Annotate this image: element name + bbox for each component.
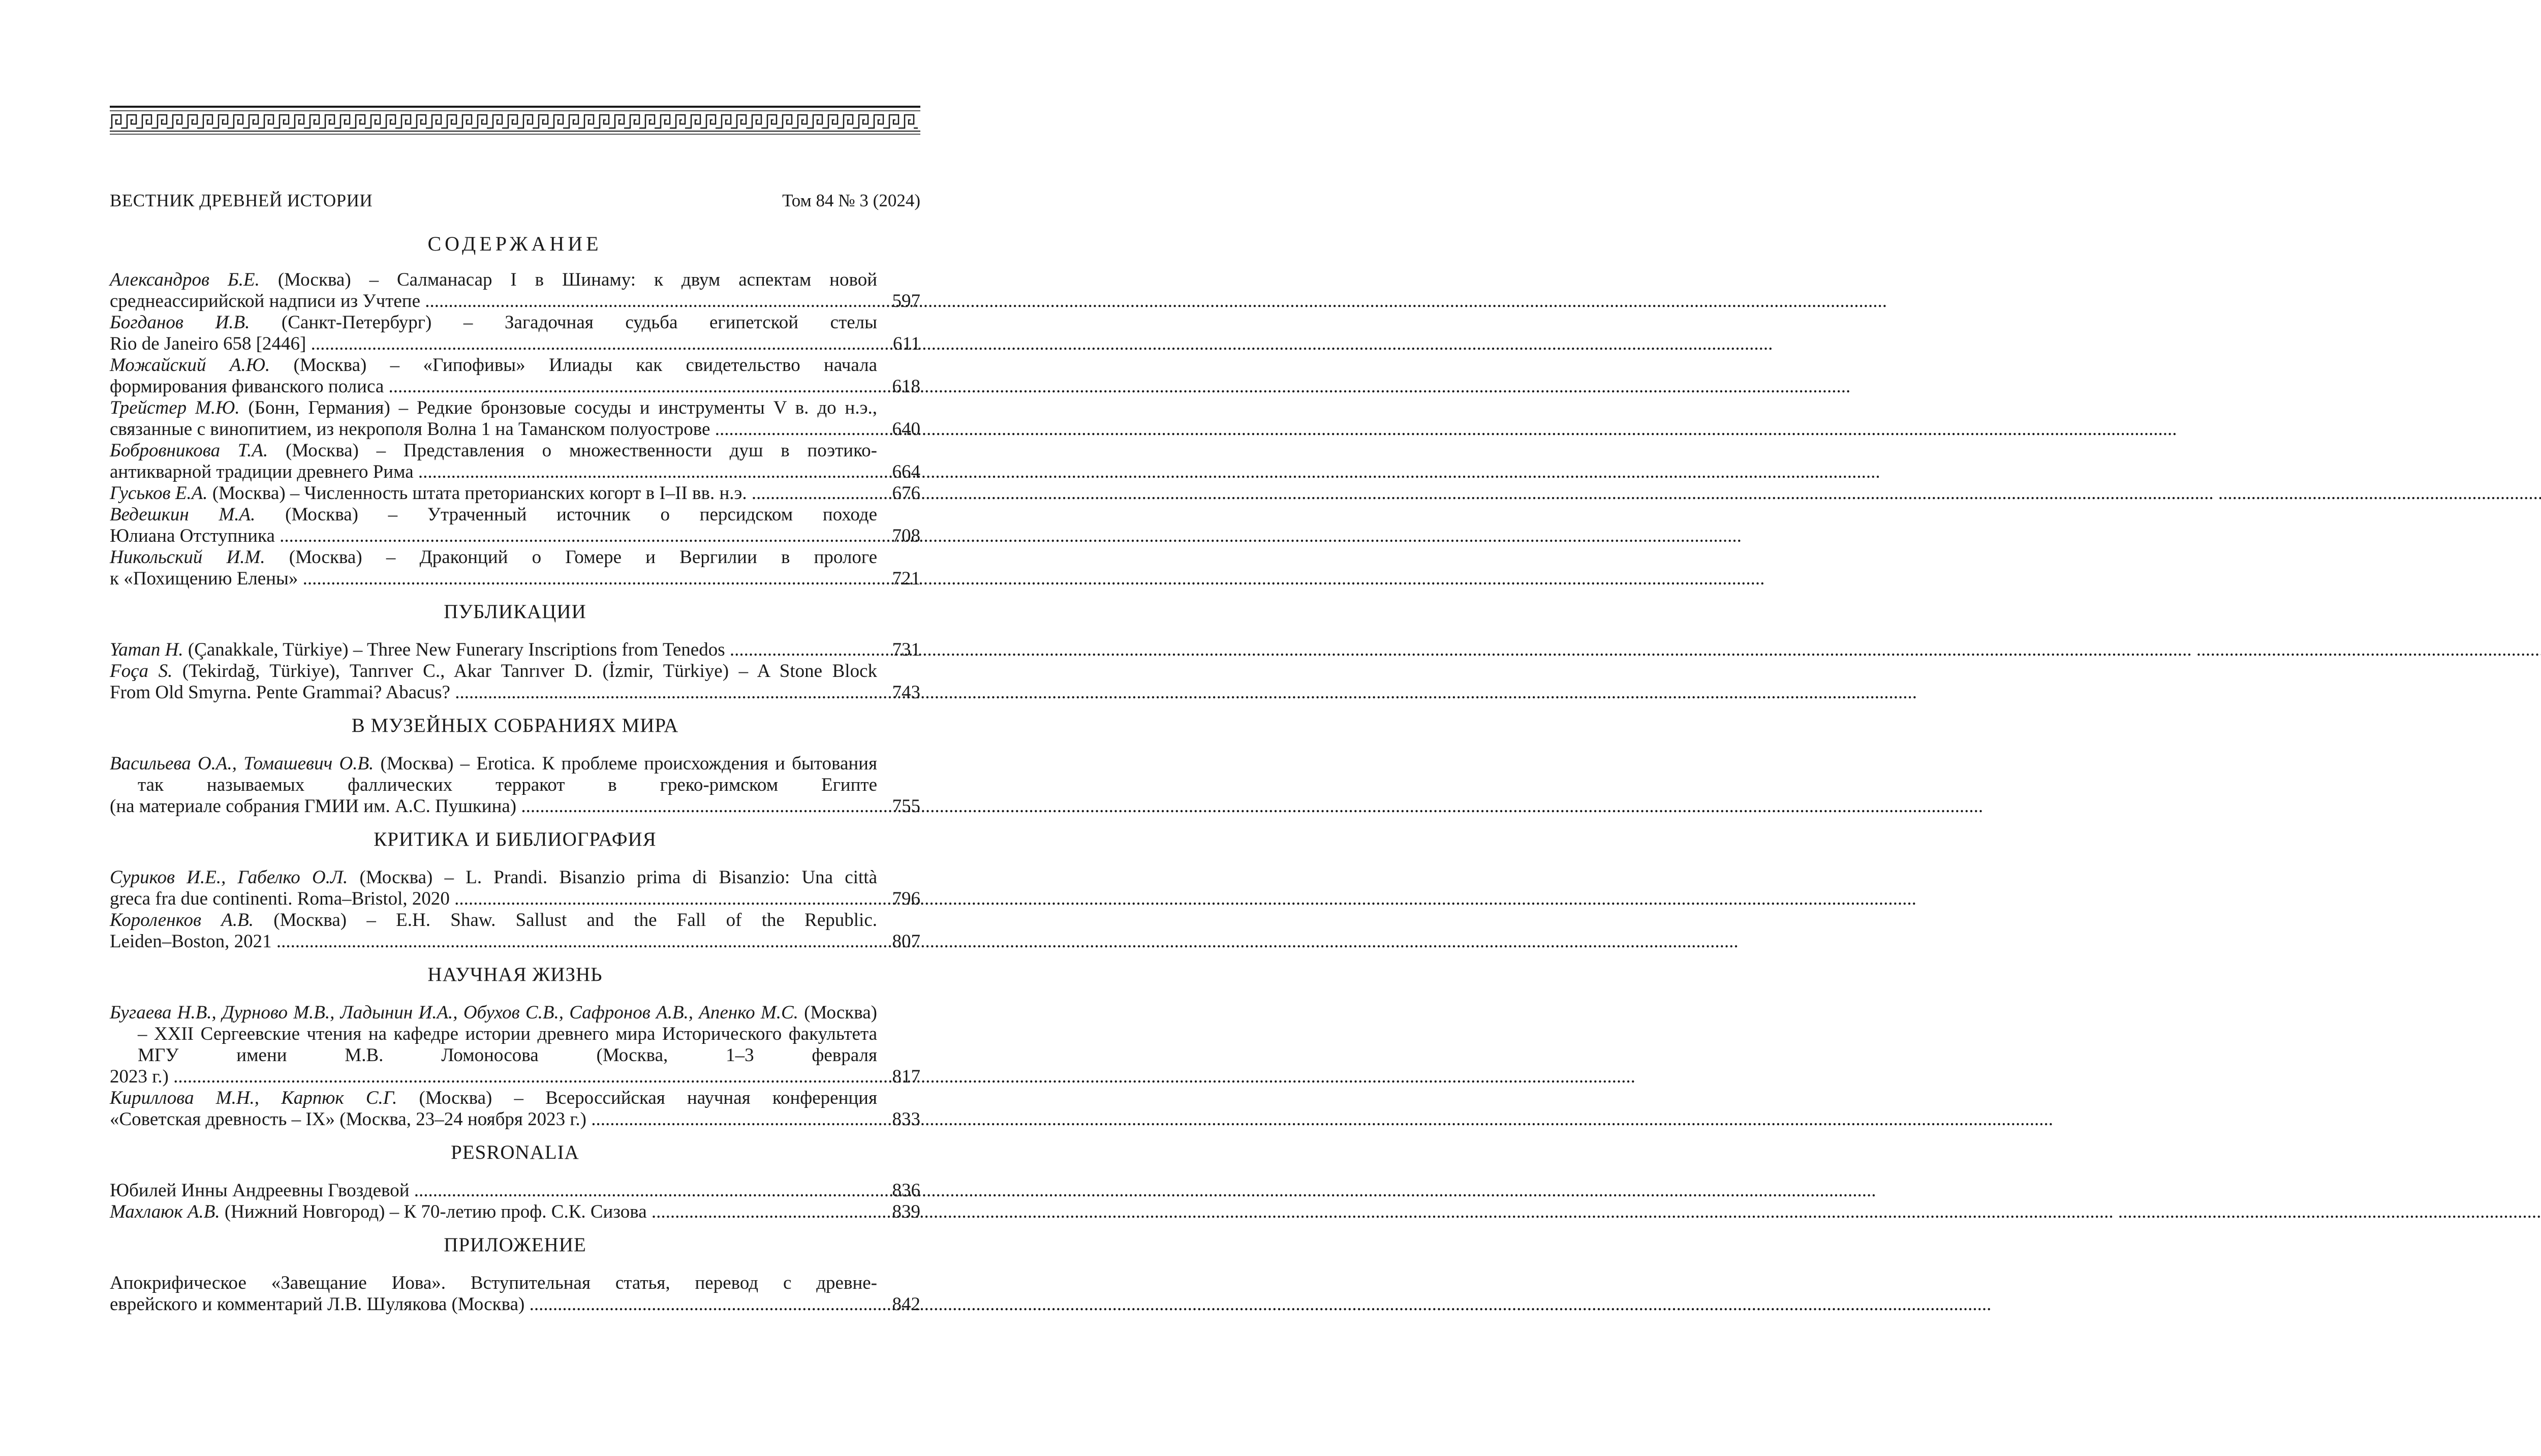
page-number: 597 — [892, 291, 920, 312]
section-title: PESRONALIA — [451, 1141, 579, 1163]
entry-title-end: связанные с винопитием, из некрополя Волна 1 на Таманском полуострове ..... — [138, 419, 877, 440]
entry-text — [110, 753, 877, 817]
toc-section — [110, 715, 920, 817]
entry-author: Суриков И.Е., Габелко О.Л. — [110, 867, 348, 888]
section-title: ПРИЛОЖЕНИЕ — [444, 1234, 586, 1256]
section-title: КРИТИКА И БИБЛИОГРАФИЯ — [374, 828, 657, 850]
entry-title: (Москва) – Драконций о Гомере и Вергилии в прологе — [265, 547, 877, 568]
section-title: В МУЗЕЙНЫХ СОБРАНИЯХ МИРА — [351, 715, 679, 736]
toc-section — [110, 601, 920, 703]
entry-title-end: среднеассирийской надписи из Учтепе ..... — [138, 291, 877, 312]
page-number: 807 — [892, 931, 920, 952]
entry-text — [110, 639, 877, 661]
page-number: 664 — [892, 461, 920, 482]
entry-title-end: (Москва) – Численность штата преторианских когорт в I–II вв. н.э. ..... — [208, 483, 2214, 504]
entry-title: (Москва) – Представления о множественности душ в поэтико- — [268, 440, 878, 461]
entry-author: Васильева О.А., Томашевич О.В. — [110, 753, 374, 774]
entry-title-end: greca fra due continenti. Roma–Bristol, 2020 ..... — [138, 888, 877, 910]
entry-line — [110, 483, 877, 504]
page-number: 796 — [892, 888, 920, 909]
page-number: 618 — [892, 376, 920, 397]
toc-entry[interactable] — [110, 661, 920, 703]
toc-entry[interactable] — [110, 1180, 920, 1201]
entry-author: Foça S. — [110, 661, 173, 681]
entry-title-end: формирования фиванского полиса ..... — [138, 376, 877, 397]
entry-title-end: Юлиана Отступника ..... — [138, 525, 877, 547]
entry-text — [110, 397, 877, 440]
page-number: 842 — [892, 1294, 920, 1315]
entry-author: Бугаева Н.В., Дурново М.В., Ладынин И.А., Обухов С.В., Сафронов А.В., Апенко М.С. — [110, 1002, 798, 1023]
toc-section — [110, 1141, 920, 1223]
entry-text — [110, 504, 877, 547]
toc-entry[interactable] — [110, 397, 920, 440]
toc-entry[interactable] — [110, 639, 920, 661]
entry-author: Можайский А.Ю. — [110, 355, 270, 376]
page-number: 833 — [892, 1109, 920, 1130]
toc-entry[interactable] — [110, 753, 920, 817]
toc-title: СОДЕРЖАНИЕ — [427, 232, 602, 255]
entry-title: (Санкт-Петербург) – Загадочная судьба египетской стелы — [250, 312, 878, 333]
toc-entry[interactable] — [110, 440, 920, 483]
entry-line — [110, 1201, 877, 1223]
entry-text — [110, 483, 877, 504]
page-number: 721 — [892, 568, 920, 589]
entry-text — [110, 355, 877, 397]
toc-entry[interactable] — [110, 1002, 920, 1088]
entry-title: (Москва) – XXII Сергеевские чтения на кафедре истории древнего мира Исторического факультета МГУ имени М.В. Ломоносова (Москва, 1–3 февраля — [138, 1002, 877, 1066]
entry-title: (Москва) – Салманасар I в Шинаму: к двум аспектам новой — [259, 269, 878, 290]
entry-author: Никольский И.М. — [110, 547, 265, 568]
entry-title-end: 2023 г.) ..... — [138, 1066, 877, 1088]
entry-title: (Бонн, Германия) – Редкие бронзовые сосуды и инструменты V в. до н.э., — [239, 397, 877, 418]
entry-title-end: (Нижний Новгород) – К 70-летию проф. С.К. Сизова ..... — [220, 1201, 2114, 1222]
section-title: НАУЧНАЯ ЖИЗНЬ — [427, 964, 603, 985]
entry-text — [110, 1201, 877, 1223]
entry-title: (Москва) – «Гипофивы» Илиады как свидетельство начала — [270, 355, 878, 376]
page-number: 676 — [892, 483, 920, 504]
page-number: 755 — [892, 796, 920, 817]
section-title: ПУБЛИКАЦИИ — [444, 601, 586, 623]
entry-title-end: к «Похищению Елены» ..... — [138, 568, 877, 590]
entry-author: Махлаюк А.В. — [110, 1201, 220, 1222]
entry-text — [110, 661, 877, 703]
toc-entry[interactable] — [110, 504, 920, 547]
entry-line — [110, 639, 877, 661]
entry-text — [110, 440, 877, 483]
entry-title-end: (Çanakkale, Türkiye) – Three New Funerary Inscriptions from Tenedos ..... — [183, 639, 2192, 660]
entry-title: (Москва) – Erotica. К проблеме происхождения и бытования так называемых фаллических терракот в греко-римском Египте — [138, 753, 877, 795]
entry-title: (Москва) – E.H. Shaw. Sallust and the Fall of the Republic. — [254, 910, 878, 931]
page-number: 743 — [892, 682, 920, 703]
entry-author: Гуськов Е.А. — [110, 483, 208, 504]
entry-author: Александров Б.Е. — [110, 269, 260, 290]
entry-title-end: From Old Smyrna. Pente Grammai? Abacus? ..... — [138, 682, 877, 703]
entry-title-end: «Советская древность – IX» (Москва, 23–24 ноября 2023 г.) ..... — [138, 1109, 877, 1130]
toc-entry[interactable] — [110, 1273, 920, 1315]
entry-text — [110, 1273, 877, 1315]
meander-ornament — [110, 105, 920, 135]
entry-author: Ведешкин М.А. — [110, 504, 256, 525]
entry-text — [110, 1002, 877, 1088]
entry-author: Богданов И.В. — [110, 312, 250, 333]
toc-entry[interactable] — [110, 1088, 920, 1130]
toc-section — [110, 269, 920, 590]
page-number: 731 — [892, 639, 920, 660]
toc-entry[interactable] — [110, 483, 920, 504]
entry-author: Бобровникова Т.А. — [110, 440, 268, 461]
toc-section — [110, 964, 920, 1130]
issue-info: Том 84 № 3 (2024) — [782, 191, 920, 210]
entry-title: Апокрифическое «Завещание Иова». Вступительная статья, перевод с древне- — [110, 1273, 877, 1293]
toc-section — [110, 1234, 920, 1315]
entry-title-end: (на материале собрания ГМИИ им. А.С. Пушкина) ..... — [138, 796, 877, 817]
entry-title: (Москва) – L. Prandi. Bisanzio prima di Bisanzio: Una città — [348, 867, 877, 888]
toc-entry[interactable] — [110, 910, 920, 952]
entry-author: Yaman H. — [110, 639, 183, 660]
page-number: 611 — [892, 333, 920, 354]
entry-author: Кириллова М.Н., Карпюк С.Г. — [110, 1088, 397, 1108]
entry-title-end: антикварной традиции древнего Рима ..... — [138, 461, 877, 483]
toc-entry[interactable] — [110, 269, 920, 312]
toc-entry[interactable] — [110, 312, 920, 355]
entry-title-end: Rio de Janeiro 658 [2446] ..... — [138, 333, 877, 355]
toc-entry[interactable] — [110, 355, 920, 397]
entry-text — [110, 867, 877, 910]
toc-entry[interactable] — [110, 547, 920, 590]
table-of-contents — [110, 269, 920, 1315]
toc-section — [110, 828, 920, 952]
page-number: 836 — [892, 1180, 920, 1201]
entry-title: (Tekirdağ, Türkiye), Tanrıver C., Akar Tanrıver D. (İzmir, Türkiye) – A Stone Block — [172, 661, 878, 681]
page-number: 817 — [892, 1066, 920, 1087]
entry-title: (Москва) – Утраченный источник о персидском походе — [255, 504, 877, 525]
entry-text — [110, 1088, 877, 1130]
entry-title-end: еврейского и комментарий Л.В. Шулякова (Москва) ..... — [138, 1294, 877, 1315]
entry-author: Трейстер М.Ю. — [110, 397, 240, 418]
running-head — [110, 190, 920, 214]
entry-title-end: Leiden–Boston, 2021 ..... — [138, 931, 877, 952]
toc-entry[interactable] — [110, 867, 920, 910]
page-number: 640 — [892, 419, 920, 440]
entry-text — [110, 910, 877, 952]
page-number: 839 — [892, 1201, 920, 1222]
entry-author: Короленков А.В. — [110, 910, 254, 931]
entry-title-end: Юбилей Инны Андреевны Гвоздевой ..... — [138, 1180, 877, 1201]
entry-text — [110, 547, 877, 590]
entry-text — [110, 1180, 877, 1201]
entry-title: (Москва) – Всероссийская научная конференция — [397, 1088, 877, 1108]
journal-name: ВЕСТНИК ДРЕВНЕЙ ИСТОРИИ — [110, 191, 373, 210]
entry-text — [110, 269, 877, 312]
page-number: 708 — [892, 525, 920, 546]
entry-text — [110, 312, 877, 355]
toc-entry[interactable] — [110, 1201, 920, 1223]
